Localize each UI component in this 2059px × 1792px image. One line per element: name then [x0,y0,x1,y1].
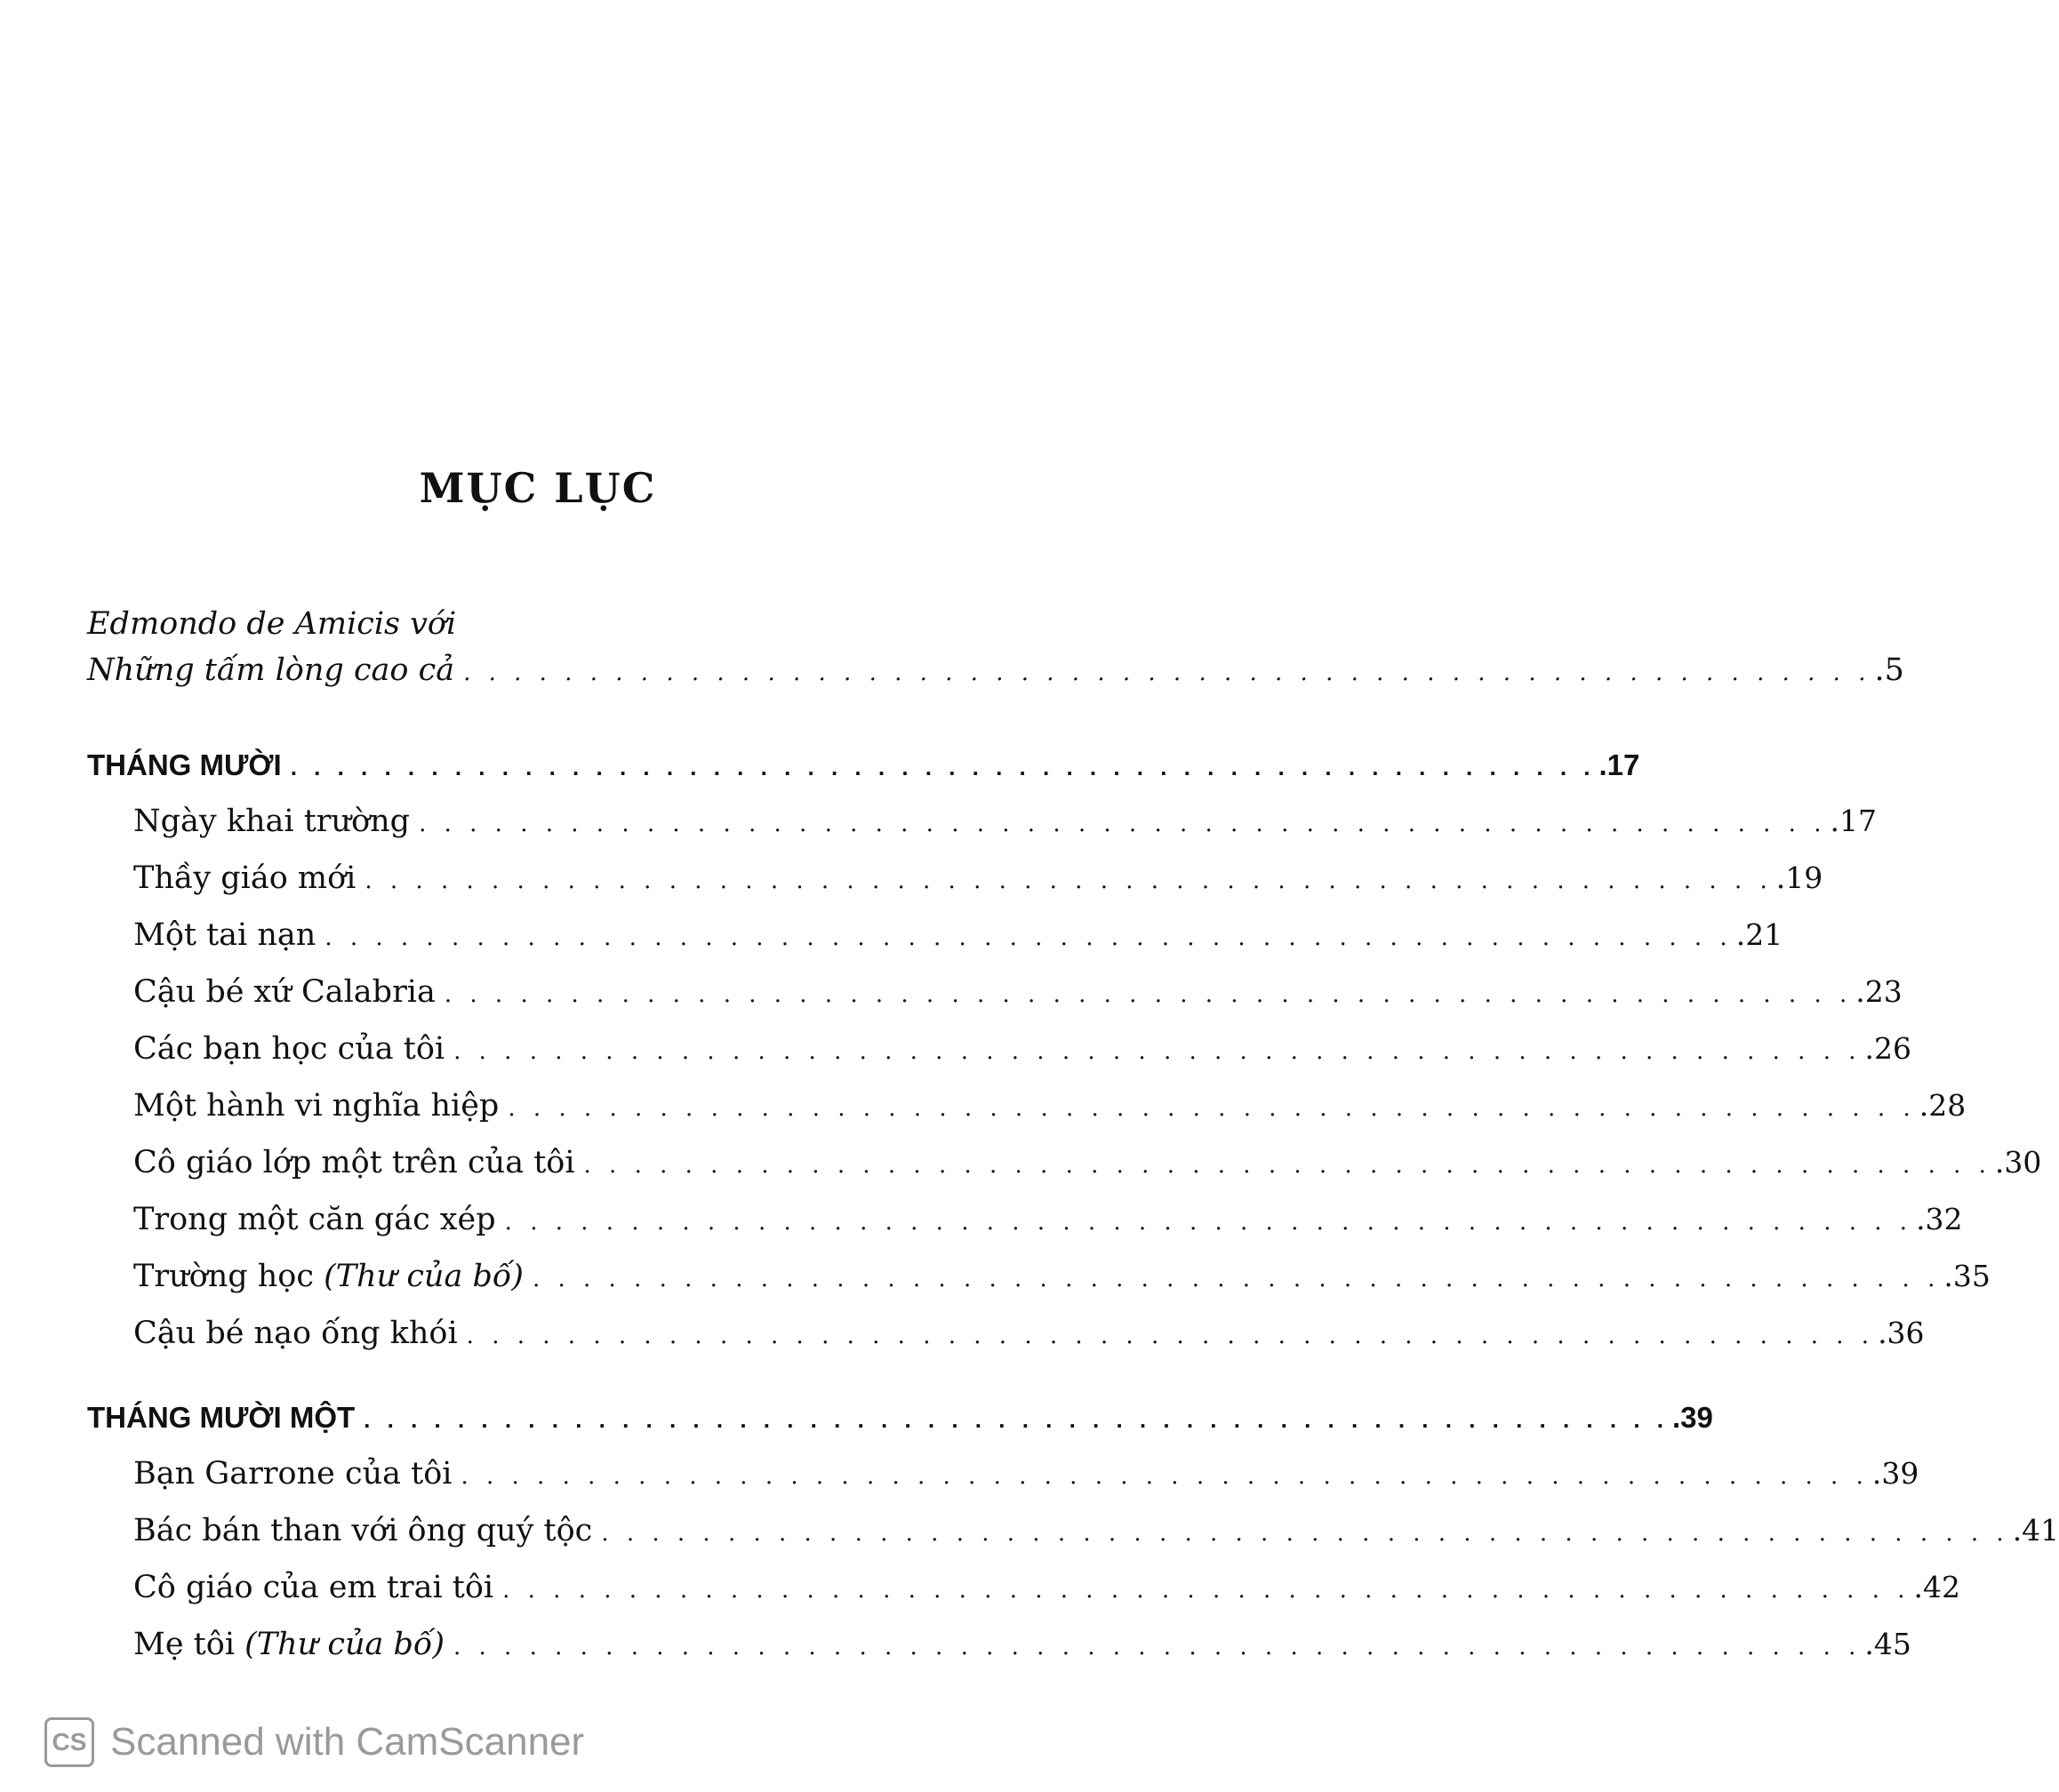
entry-title-text: Mẹ tôi [133,1627,236,1662]
page-number: .17 [1598,748,1640,781]
page-number: .39 [1871,1456,1919,1491]
page-number: .21 [1735,917,1783,952]
section-title: THÁNG MƯỜI [87,748,282,781]
page-number: .45 [1864,1627,1911,1661]
toc-entry[interactable] [133,804,1877,846]
page-number: .19 [1775,860,1823,895]
watermark-text: Scanned with CamScanner [110,1720,585,1764]
toc-entry[interactable] [133,974,1903,1017]
entry-title: Ngày khai trường [133,804,411,839]
page-number: .39 [1672,1401,1713,1434]
camscanner-logo-icon: CS [44,1717,94,1767]
dot-leader: . . . . . . . . . . . . . . . . . . . . . . . . . . . . . . . . . . . . . . . . . . . . . . . . . . . . . . . . [364,1406,1669,1433]
entry-title: Một tai nạn [133,917,316,953]
entry-title [133,1627,453,1662]
page-number: .17 [1830,804,1877,838]
dot-leader: . . . . . . . . . . . . . . . . . . . . . . . . . . . . . . . . . . . . . . . . . . . . . . . . . . . . . . . . [508,1095,1916,1122]
entry-title: Thầy giáo mới [133,860,357,896]
entry-note: (Thư của bố) [244,1627,445,1662]
toc-entry[interactable] [133,1259,1991,1301]
dot-leader: . . . . . . . . . . . . . . . . . . . . . . . . . . . . . . . . . . . . . . . . . . . . . . . . . . . . . . . . [365,868,1773,894]
dot-leader: . . . . . . . . . . . . . . . . . . . . . . . . . . . . . . . . . . . . . . . . . . . . . . . . . . . . . . . . [466,1323,1875,1349]
page-number: .23 [1855,974,1903,1009]
page-number: .36 [1878,1316,1925,1350]
dot-leader: . . . . . . . . . . . . . . . . . . . . . . . . . . . . . . . . . . . . . . . . . . . . . . . . . . . . . . . . [444,981,1853,1008]
dot-leader: . . . . . . . . . . . . . . . . . . . . . . . . . . . . . . . . . . . . . . . . . . . . . . . . . . . . . . . . [419,811,1827,837]
toc-entry[interactable] [133,1145,2042,1188]
toc-entry[interactable] [133,1513,2059,1556]
dot-leader: . . . . . . . . . . . . . . . . . . . . . . . . . . . . . . . . . . . . . . . . . . . . . . . . . . . . . . . . [601,1520,2009,1547]
section-heading[interactable] [87,748,1640,791]
page-number: .30 [1994,1145,2042,1180]
entry-title: Cậu bé nạo ống khói [133,1316,458,1351]
scanner-watermark [44,1717,584,1767]
toc-entry[interactable] [133,1088,1967,1131]
entry-title: Trong một căn gác xép [133,1202,496,1237]
entry-title [133,1259,533,1294]
toc-entry[interactable] [133,860,1823,903]
page-number: .42 [1913,1570,1960,1604]
dot-leader: . . . . . . . . . . . . . . . . . . . . . . . . . . . . . . . . . . . . . . . . . . . . . . . . . . . . . . . . [532,1266,1941,1292]
dot-leader: . . . . . . . . . . . . . . . . . . . . . . . . . . . . . . . . . . . . . . . . . . . . . . . . . . . . . . . . [461,1463,1869,1490]
entry-title: Cô giáo lớp một trên của tôi [133,1145,575,1180]
page-number: .28 [1919,1088,1967,1123]
toc-entry[interactable] [133,917,1783,960]
toc-entry[interactable] [133,1570,1960,1612]
intro-title-line-1: Edmondo de Amicis với [87,606,457,642]
page-number: .26 [1864,1031,1911,1066]
dot-leader: . . . . . . . . . . . . . . . . . . . . . . . . . . . . . . . . . . . . . . . . . . . . . . . . . . . . . . . . [453,1038,1862,1065]
entry-title-text: Trường học [133,1259,314,1294]
dot-leader: . . . . . . . . . . . . . . . . . . . . . . . . . . . . . . . . . . . . . . . . . . . . . . . . . . . . . . . . [290,754,1596,780]
page-number: .32 [1916,1202,1963,1236]
toc-entry[interactable] [133,1316,1925,1358]
section-title: THÁNG MƯỜI MỘT [87,1401,356,1434]
entry-title: Bác bán than với ông quý tộc [133,1513,593,1548]
dot-leader: . . . . . . . . . . . . . . . . . . . . . . . . . . . . . . . . . . . . . . . . . . . . . . . . . . . . . . . . [453,1634,1862,1660]
dot-leader: . . . . . . . . . . . . . . . . . . . . . . . . . . . . . . . . . . . . . . . . . . . . . . . . . . . . . . . . [504,1209,1913,1236]
dot-leader: . . . . . . . . . . . . . . . . . . . . . . . . . . . . . . . . . . . . . . . . . . . . . . . . . . . . . . . . [502,1577,1911,1604]
toc-entry[interactable] [133,1202,1963,1244]
toc-entry[interactable] [133,1627,1911,1669]
page-title: MỤC LỤC [419,464,657,512]
dot-leader: . . . . . . . . . . . . . . . . . . . . . . . . . . . . . . . . . . . . . . . . . . . . . . . . . . . . . . . . [324,924,1733,951]
section-heading[interactable] [87,1401,1713,1444]
page-number: .35 [1943,1259,1991,1293]
dot-leader: . . . . . . . . . . . . . . . . . . . . . . . . . . . . . . . . . . . . . . . . . . . . . . . . . . . . . . . . [583,1152,1991,1179]
intro-line-2[interactable] [87,652,1904,695]
entry-title: Các bạn học của tôi [133,1031,445,1067]
dot-leader: . . . . . . . . . . . . . . . . . . . . . . . . . . . . . . . . . . . . . . . . . . . . . . . . . . . . . . . . [463,660,1871,686]
entry-title: Một hành vi nghĩa hiệp [133,1088,500,1124]
entry-note: (Thư của bố) [324,1259,524,1294]
intro-line-1 [87,606,465,649]
entry-title: Bạn Garrone của tôi [133,1456,453,1492]
entry-title: Cậu bé xứ Calabria [133,974,436,1010]
toc-entry[interactable] [133,1456,1919,1499]
toc-entry[interactable] [133,1031,1911,1074]
intro-title-line-2: Những tấm lòng cao cả [87,652,455,688]
page-number: .41 [2012,1513,2059,1548]
page-number: .5 [1874,652,1904,688]
entry-title: Cô giáo của em trai tôi [133,1570,494,1605]
